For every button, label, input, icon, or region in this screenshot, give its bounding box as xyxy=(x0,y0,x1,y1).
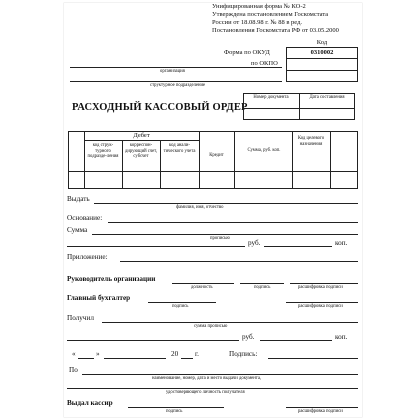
decode-caption: расшифровка подписи xyxy=(298,285,343,290)
approval-line: Утверждена постановлением Госкомстата xyxy=(212,11,329,18)
by-label: По xyxy=(69,366,78,374)
head-decode-field[interactable] xyxy=(290,283,358,284)
col-credit: Кредит xyxy=(209,153,224,158)
basis-label: Основание: xyxy=(67,214,103,222)
form-reference-line: Унифицированная форма № КО-2 xyxy=(212,3,306,10)
col-account: корреспон-дирующий счет, субсчет xyxy=(124,143,158,159)
kop-field[interactable] xyxy=(264,246,332,247)
sum-label: Сумма xyxy=(67,226,88,234)
appendix-label: Приложение: xyxy=(67,253,108,261)
kop-label: коп. xyxy=(335,239,348,247)
year-prefix: 20 xyxy=(171,350,179,358)
received-field-second[interactable] xyxy=(67,340,239,341)
appendix-field[interactable] xyxy=(120,261,358,262)
rub-label: руб. xyxy=(248,239,261,247)
head-label: Руководитель организации xyxy=(67,275,156,283)
cashier-signature-field[interactable] xyxy=(128,407,224,408)
year-suffix: г. xyxy=(195,350,199,358)
basis-field[interactable] xyxy=(108,222,358,223)
head-signature-field[interactable] xyxy=(240,283,284,284)
sum-caption: прописью xyxy=(210,236,230,241)
col-purpose: Код целевого назначения xyxy=(297,136,325,147)
col-division: код струк-турного подразде-ления xyxy=(87,143,119,159)
divider xyxy=(286,58,358,59)
rub-label: руб. xyxy=(242,333,255,341)
debet-header: Дебет xyxy=(133,132,150,139)
document-field[interactable] xyxy=(82,374,358,375)
received-field[interactable] xyxy=(102,322,358,323)
organization-field[interactable] xyxy=(70,67,282,68)
divider xyxy=(330,131,331,189)
approval-line: Постановления Госкомстата РФ от 03.05.2000 xyxy=(212,27,339,34)
col-analytic: код анали-тического учета xyxy=(163,143,196,154)
decode-caption: расшифровка подписи xyxy=(298,409,343,414)
position-caption: должность xyxy=(191,285,213,290)
organization-caption: организация xyxy=(160,69,185,74)
issue-field[interactable] xyxy=(94,203,358,204)
chief-accountant-label: Главный бухгалтер xyxy=(67,294,131,302)
received-caption: сумма прописью xyxy=(194,324,228,329)
date-close-quote: » xyxy=(96,350,100,358)
divider xyxy=(84,131,85,189)
day-field[interactable] xyxy=(78,358,94,359)
signature-caption: подпись xyxy=(172,304,189,309)
approval-line: России от 18.08.98 г. № 88 в ред. xyxy=(212,19,303,26)
divider xyxy=(234,131,235,189)
cashier-decode-field[interactable] xyxy=(286,407,358,408)
division-caption: структурное подразделение xyxy=(150,83,206,88)
receiver-signature-field[interactable] xyxy=(268,358,358,359)
col-sum: Сумма, руб. коп. xyxy=(247,148,281,153)
signature-caption: подпись xyxy=(254,285,271,290)
kop-label: коп. xyxy=(335,333,348,341)
code-column-title: Код xyxy=(316,39,328,46)
identity-caption: удостоверяющего личность получателя xyxy=(166,390,245,395)
divider xyxy=(84,140,199,141)
received-kop-field[interactable] xyxy=(260,340,332,341)
issue-label: Выдать xyxy=(67,195,90,203)
okpo-label: по ОКПО xyxy=(251,60,278,67)
signature-caption: подпись xyxy=(166,409,183,414)
document-caption: наименование, номер, дата и место выдачи документа, xyxy=(152,376,262,381)
date-open-quote: « xyxy=(72,350,76,358)
received-label: Получил xyxy=(67,314,94,322)
date-label: Дата составления xyxy=(309,95,345,100)
sum-field-second[interactable] xyxy=(67,246,245,247)
divider xyxy=(199,131,200,189)
month-field[interactable] xyxy=(104,358,166,359)
chief-decode-field[interactable] xyxy=(286,302,358,303)
sum-field[interactable] xyxy=(92,234,358,235)
cash-order-form xyxy=(64,3,362,417)
divider xyxy=(68,171,358,172)
divider xyxy=(299,93,300,120)
chief-signature-field[interactable] xyxy=(148,302,216,303)
okud-code: 0310002 xyxy=(310,49,334,56)
division-field[interactable] xyxy=(70,81,282,82)
document-field-second[interactable] xyxy=(67,388,358,389)
decode-caption: расшифровка подписи xyxy=(298,304,343,309)
signature-label: Подпись: xyxy=(229,350,258,358)
okud-label: Форма по ОКУД xyxy=(224,49,270,56)
document-title: РАСХОДНЫЙ КАССОВЫЙ ОРДЕР xyxy=(72,102,248,113)
number-label: Номер документа xyxy=(253,95,289,100)
year-field[interactable] xyxy=(181,358,193,359)
divider xyxy=(286,70,358,71)
cashier-label: Выдал кассир xyxy=(67,399,113,407)
head-position-field[interactable] xyxy=(172,283,234,284)
issue-caption: фамилия, имя, отчество xyxy=(176,205,224,210)
